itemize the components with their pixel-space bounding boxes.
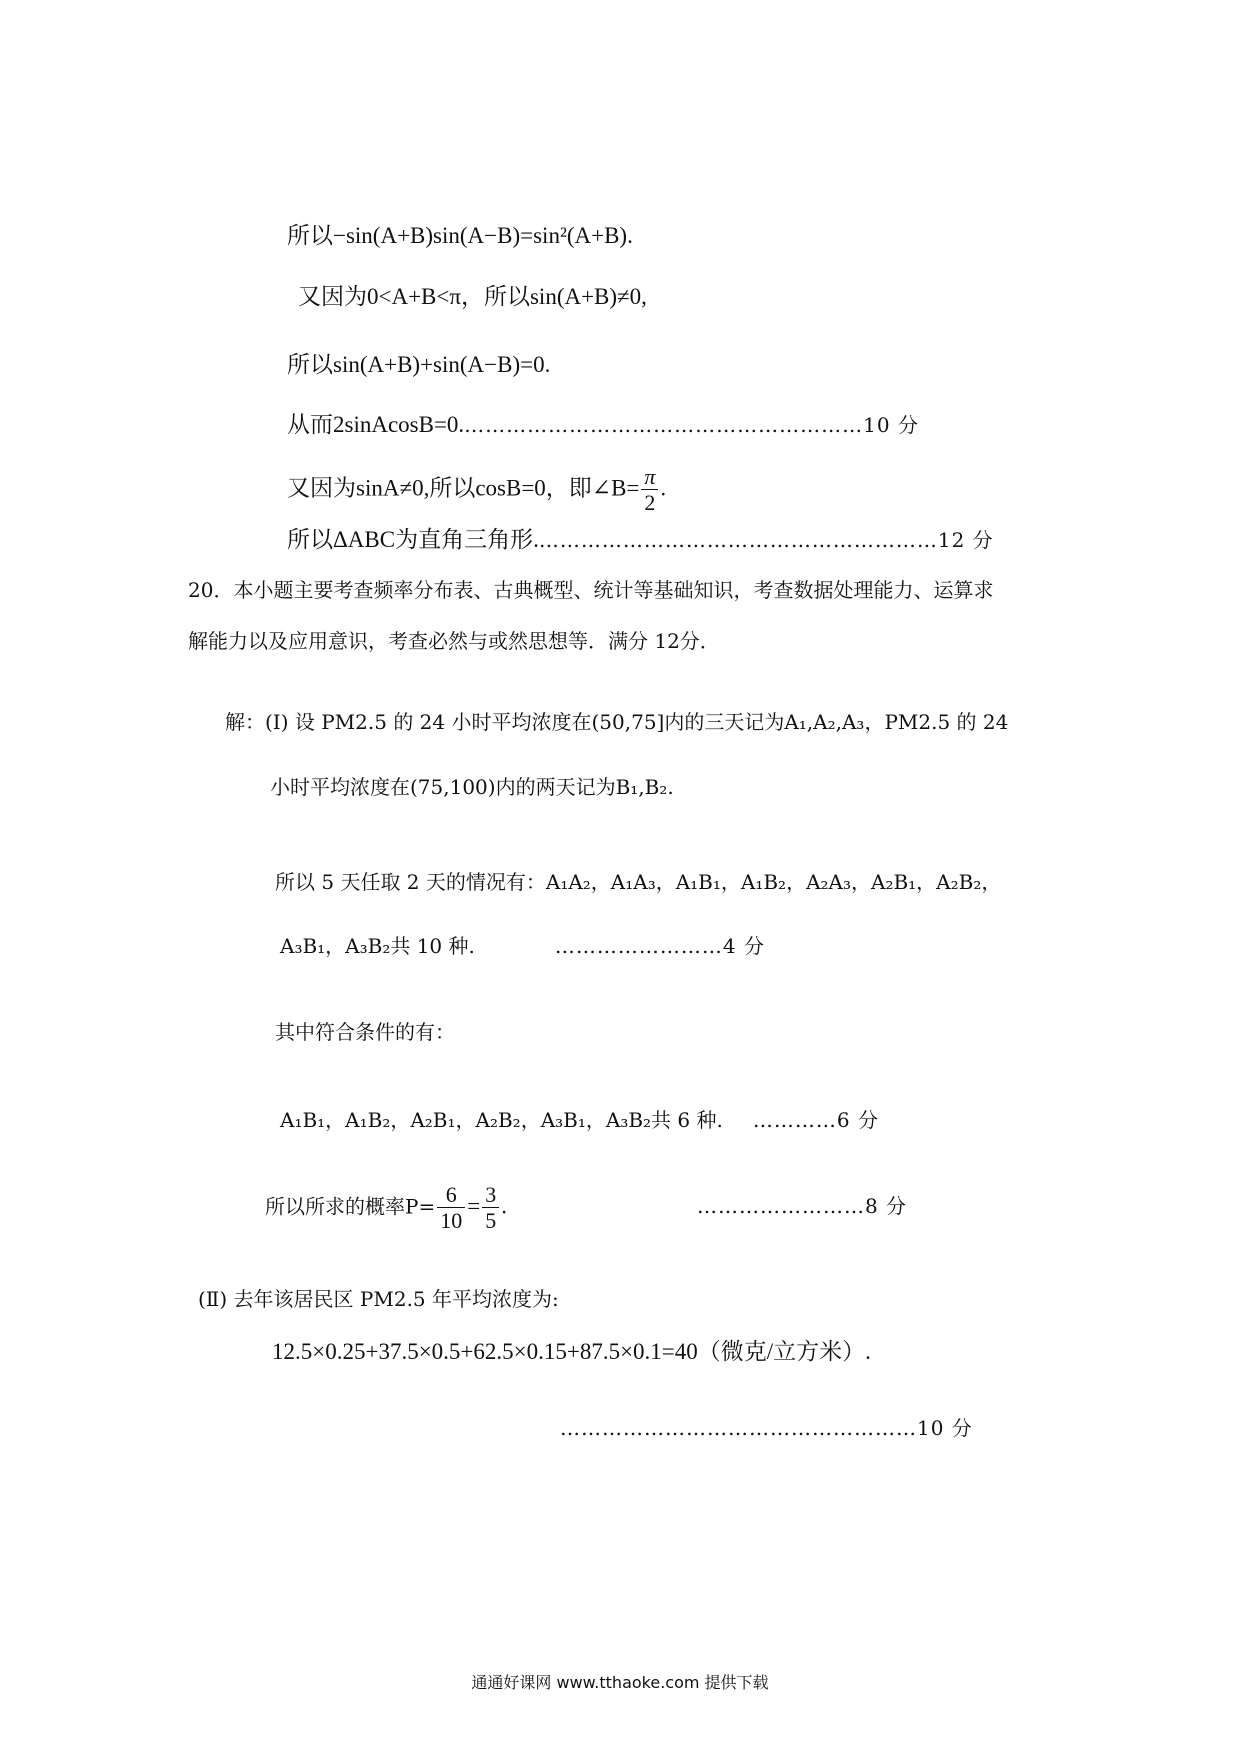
solution-2-line-b: A₃B₁，A₃B₂共 10 种. ……………………4 分 xyxy=(280,934,765,958)
line-1: 所以−sin(A+B)sin(A−B)=sin²(A+B). xyxy=(287,223,633,248)
fraction-3-over-5: $\frac{3}{5}$ xyxy=(482,1182,499,1234)
solution-6: (Ⅱ) 去年该居民区 PM2.5 年平均浓度为: xyxy=(198,1287,559,1311)
solution-7: 12.5×0.25+37.5×0.5+62.5×0.15+87.5×0.1=40（微克/立方米）. xyxy=(272,1339,871,1364)
page-footer: 通通好课网 www.tthaoke.com 提供下载 xyxy=(471,1673,769,1692)
solution-4: A₁B₁，A₁B₂，A₂B₁，A₂B₂，A₃B₁，A₃B₂共 6 种. …………6 分 xyxy=(280,1108,879,1132)
solution-1-line-a: 解：(Ⅰ) 设 PM2.5 的 24 小时平均浓度在(50,75]内的三天记为A₁,A₂,A₃，PM2.5 的 24 xyxy=(225,710,1009,734)
line-5: 又因为sinA≠0,所以cosB=0，即∠B= $\frac{\pi}{2}$ . xyxy=(287,464,667,516)
line-2: 又因为0<A+B<π，所以sin(A+B)≠0, xyxy=(298,284,647,309)
solution-2-line-a: 所以 5 天任取 2 天的情况有：A₁A₂，A₁A₃，A₁B₁，A₁B₂，A₂A₃，A₂B₁，A₂B₂， xyxy=(275,870,1002,894)
fraction-6-over-10: $\frac{6}{10}$ xyxy=(437,1182,465,1234)
question-20-line-b: 解能力以及应用意识，考查必然与或然思想等．满分 12分． xyxy=(188,629,720,653)
solution-1-line-b: 小时平均浓度在(75,100)内的两天记为B₁,B₂. xyxy=(270,775,674,799)
solution-3: 其中符合条件的有： xyxy=(275,1020,455,1044)
solution-8 xyxy=(560,1416,973,1440)
line-4: 从而2sinAcosB=0.…………………………………………………10 分 xyxy=(287,412,919,437)
question-20-line-a: 20．本小题主要考查频率分布表、古典概型、统计等基础知识，考查数据处理能力、运算求 xyxy=(188,578,994,602)
score-dots-4: ……………………4 分 xyxy=(554,934,765,958)
line-3: 所以sin(A+B)+sin(A−B)=0. xyxy=(287,352,551,377)
score-dots-8: ……………………8 分 xyxy=(696,1194,908,1219)
score-dots-6: …………6 分 xyxy=(752,1108,879,1132)
score-dots-10b: ……………………………………………10 分 xyxy=(560,1416,973,1440)
score-dots-12: …………………………………………………12 分 xyxy=(538,528,994,552)
score-dots-10: …………………………………………………10 分 xyxy=(464,413,919,437)
solution-5: 所以所求的概率P= $\frac{6}{10}$ = $\frac{3}{5}$ . ……………………8 分 xyxy=(265,1182,908,1234)
line-6: 所以ΔABC为直角三角形.…………………………………………………12 分 xyxy=(287,527,994,552)
fraction-pi-over-2: $\frac{\pi}{2}$ xyxy=(641,464,658,516)
